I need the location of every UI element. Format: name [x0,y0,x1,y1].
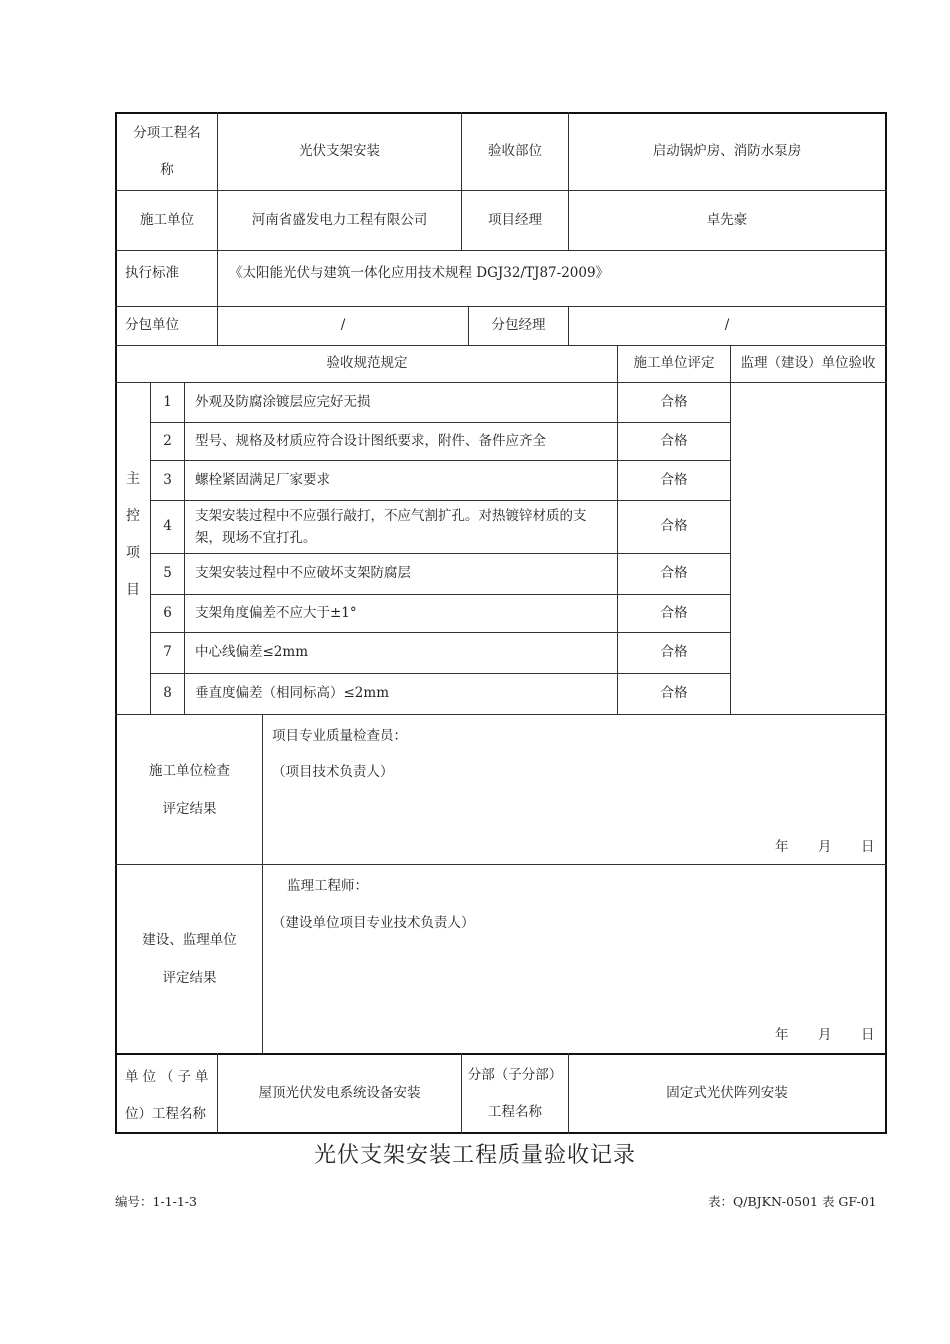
item-text: 支架安装过程中不应强行敲打，不应气割扩孔。对热镀锌材质的支架，现场不宜打孔。 [195,508,587,546]
unit-value: 屋顶光伏发电系统设备安装 [258,1084,421,1101]
item-text: 中心线偏差≤2mm [195,644,309,661]
item-result: 合格 [660,644,688,661]
item-result: 合格 [660,393,688,410]
item-text: 型号、规格及材质应符合设计图纸要求，附件、备件应齐全 [195,432,546,449]
document-title: 光伏支架安装工程质量验收记录 [313,1143,636,1168]
contractor-label: 施工单位 [140,211,194,228]
item-result: 合格 [660,471,688,488]
main-items-char: 控 [126,508,140,524]
contractor-check-label [117,715,262,864]
sub-project-label-line2: 称 [160,162,174,178]
acceptance-part-value: 启动锅炉房、消防水泵房 [652,143,802,160]
item-result: 合格 [660,432,688,449]
acceptance-part-label: 验收部位 [488,143,542,160]
unit-label-line2: 位）工程名称 [125,1106,206,1122]
item-number: 4 [163,518,172,535]
contractor-check-label-line2: 评定结果 [162,800,217,817]
serial-number: 编号：1-1-1-3 [115,1194,197,1209]
item-result: 合格 [660,685,688,702]
col-line [730,345,731,714]
date-day: 日 [861,839,875,855]
col-line [262,714,263,1053]
main-items-char: 目 [126,582,140,598]
date-month: 月 [818,1027,832,1043]
contractor-eval-header: 施工单位评定 [633,355,715,372]
item-result: 合格 [660,604,688,621]
supervisor-check-label-line2: 评定结果 [162,970,217,986]
sub-project-label [117,114,217,190]
date-day: 日 [861,1027,875,1043]
col-line [184,382,185,714]
sub-manager-value: / [724,317,730,334]
date-year: 年 [775,839,789,855]
date-year: 年 [775,1027,789,1043]
item-result: 合格 [660,518,688,535]
item-number: 1 [163,393,172,410]
quality-inspector-label: 项目专业质量检查员： [272,728,407,744]
pm-label: 项目经理 [488,211,542,228]
tech-lead-label: （项目技术负责人） [272,764,394,780]
main-items-char: 主 [126,471,140,487]
form-code: 表：Q/BJKN-0501 表 GF-01 [708,1194,877,1209]
supervisor-check-label-line1: 建设、监理单位 [142,932,237,948]
division-value: 固定式光伏阵列安装 [666,1084,788,1101]
unit-label-line1: 单位（子单 [125,1069,213,1085]
spec-header: 验收规范规定 [326,355,408,372]
division-label [462,1055,568,1132]
standard-value: 《太阳能光伏与建筑一体化应用技术规程 DGJ32/TJ87-2009》 [229,265,610,282]
item-number: 2 [163,432,172,449]
subcontractor-value: / [340,317,346,334]
item-text: 垂直度偏差（相同标高）≤2mm [195,685,390,702]
supervising-engineer-label: 监理工程师： [287,878,368,894]
item-text: 支架角度偏差不应大于±1° [195,604,357,621]
item-text: 外观及防腐涂镀层应完好无损 [195,393,371,410]
division-label-line1: 分部（子分部） [467,1066,563,1083]
item-result: 合格 [660,565,688,582]
sub-manager-label: 分包经理 [491,317,546,334]
sub-project-label-line1: 分项工程名 [133,125,201,141]
standard-label: 执行标准 [125,265,179,282]
supervisor-eval-header: 监理（建设）单位验收 [740,355,876,372]
subcontractor-label: 分包单位 [125,317,179,334]
item-number: 5 [163,565,172,582]
pm-value: 卓先豪 [706,211,748,228]
owner-tech-lead-label: （建设单位项目专业技术负责人） [272,915,475,931]
item-number: 6 [163,604,172,621]
supervisor-check-label [117,865,262,1053]
item-number: 8 [163,685,172,702]
sub-project-value: 光伏支架安装 [299,143,380,160]
division-label-line2: 工程名称 [488,1103,542,1120]
date-month: 月 [818,839,832,855]
contractor-check-label-line1: 施工单位检查 [149,762,230,779]
item-number: 3 [163,471,172,488]
item-number: 7 [163,644,172,661]
item-text: 螺栓紧固满足厂家要求 [195,471,330,488]
main-items-label [116,461,150,609]
item-text: 支架安装过程中不应破坏支架防腐层 [195,565,411,582]
contractor-value: 河南省盛发电力工程有限公司 [251,211,428,228]
main-items-char: 项 [126,545,140,561]
